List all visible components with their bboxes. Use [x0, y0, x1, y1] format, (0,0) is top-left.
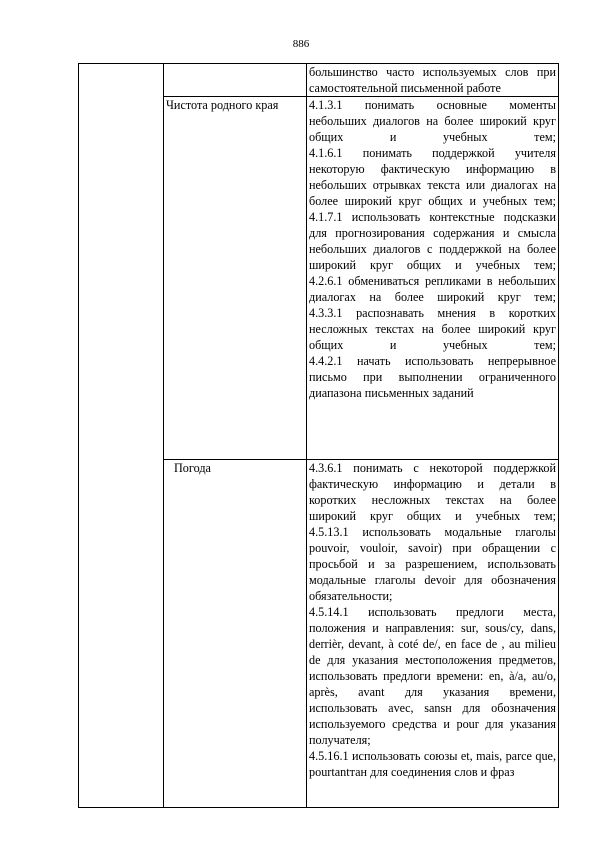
objectives-cell: [307, 97, 559, 460]
objective-text: 4.5.14.1 использовать предлоги места, положения и направления: sur, sous/cy, dans, derrièr, devant, à coté de/, en face de , au milieu de для указания местоположения предметов, использовать предлоги времени: en, à/a, au/o, après, avant для указания времени, использовать avec, sansн для обозначения используемого средства и pour для указания получателя;: [309, 605, 556, 747]
objective-text: 4.1.3.1 понимать основные моменты небольших диалогов на более широкий круг общих и учебных тем;: [309, 98, 556, 144]
objectives-cell: [307, 64, 559, 97]
objective-text: большинство часто используемых слов при самостоятельной письменной работе: [309, 65, 556, 95]
topic-text: Погода: [174, 461, 211, 475]
page-number: 886: [292, 38, 310, 50]
objective-text: 4.3.3.1 распознавать мнения в коротких несложных текстах на более широкий круг общих и учебных тем;: [309, 306, 556, 352]
objective-text: 4.5.16.1 использовать союзы et, mais, parce que, pourtantтан для соединения слов и фраз: [309, 749, 556, 779]
objective-text: 4.4.2.1 начать использовать непрерывное письмо при выполнении ограниченного диапазона письменных заданий: [309, 354, 556, 400]
topic-cell: [164, 97, 307, 460]
table-row: [79, 64, 559, 97]
empty-first-column-cell: [79, 64, 164, 808]
objective-text: 4.1.6.1 понимать поддержкой учителя некоторую фактическую информацию в небольших отрывках текста или диалогах на более широкий круг общих и учебных тем;: [309, 146, 556, 208]
objective-text: 4.5.13.1 использовать модальные глаголы pouvoir, vouloir, savoir) при обращении с просьбой и за разрешением, использовать модальные глаголы devoir для обозначения обязательности;: [309, 525, 556, 603]
objective-text: 4.3.6.1 понимать с некоторой поддержкой фактическую информацию и детали в коротких несложных текстах на более широкий круг общих и учебных тем;: [309, 461, 556, 523]
topic-text: Чистота родного края: [166, 98, 279, 112]
objective-text: 4.2.6.1 обмениваться репликами в небольших диалогах на более широкий круг тем;: [309, 274, 556, 304]
objective-text: 4.1.7.1 использовать контекстные подсказки для прогнозирования содержания и смысла небольших диалогов с поддержкой на более широкий круг общих и учебных тем;: [309, 210, 556, 272]
curriculum-table: [78, 63, 559, 808]
topic-cell: [164, 460, 307, 808]
objectives-cell: [307, 460, 559, 808]
topic-cell: [164, 64, 307, 97]
